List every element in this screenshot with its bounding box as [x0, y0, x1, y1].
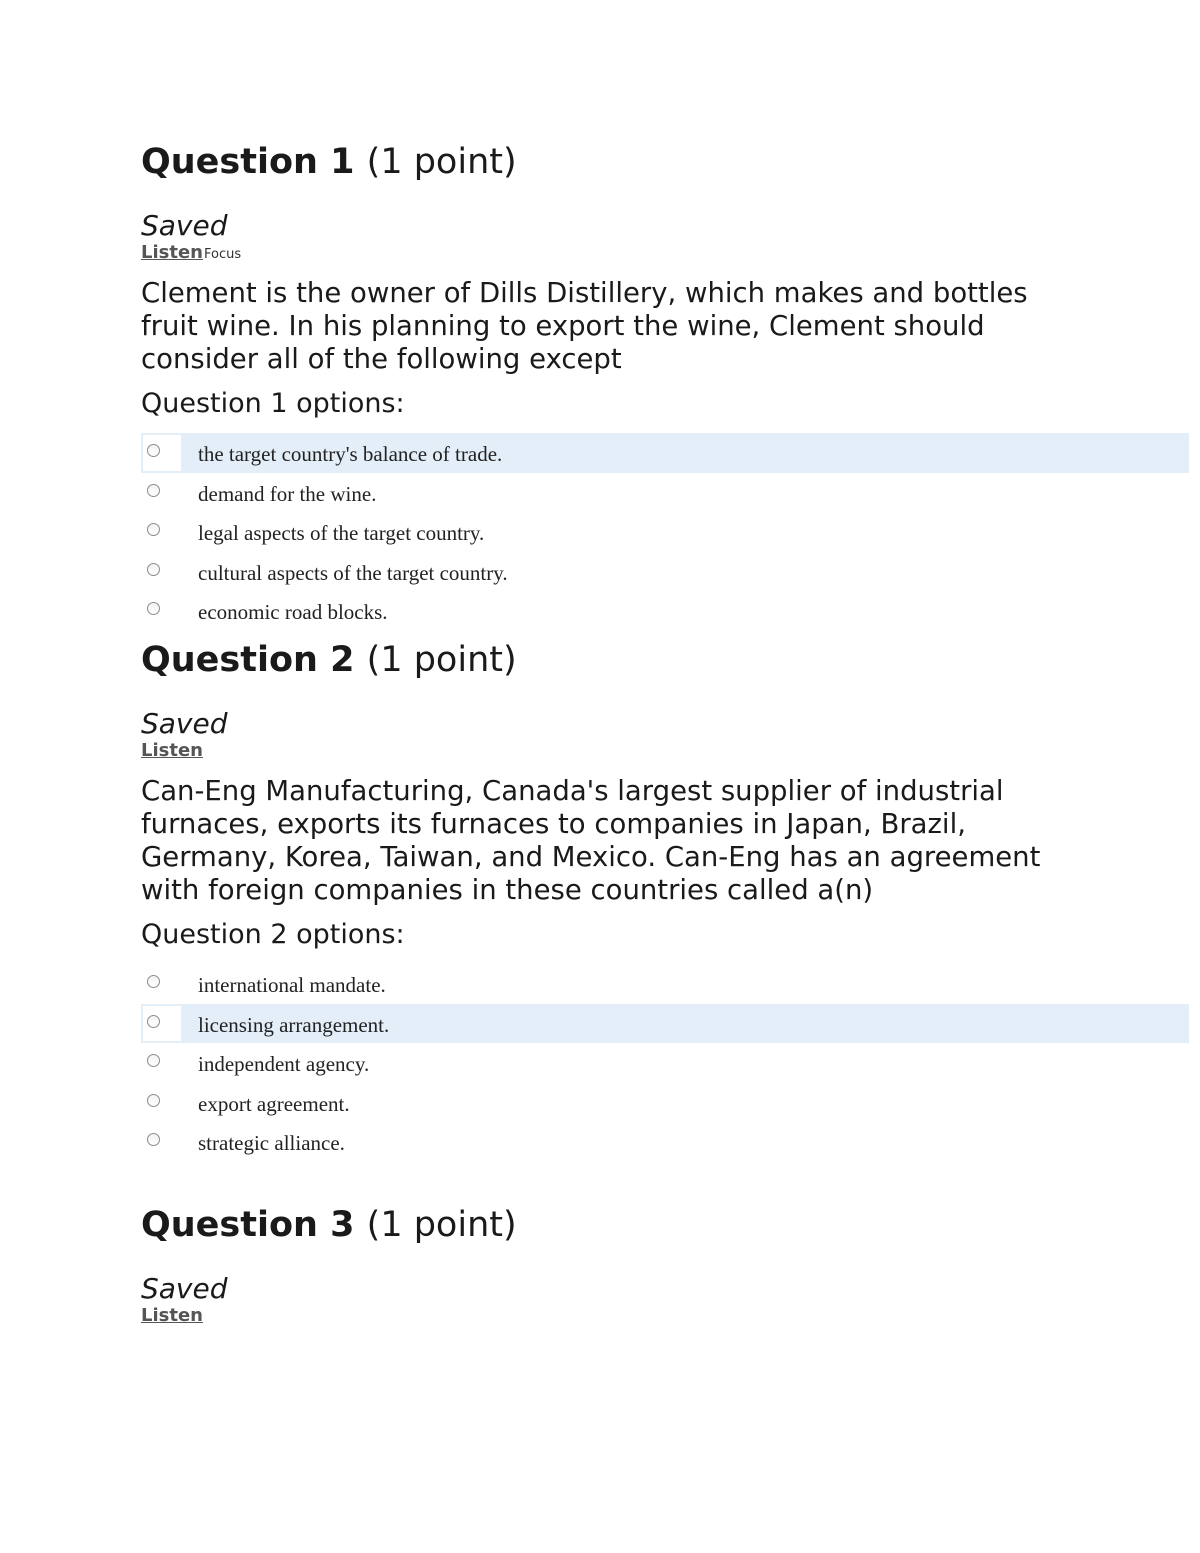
question-1-heading	[141, 142, 1200, 182]
option-label: independent agency.	[198, 1052, 370, 1076]
question-1-option-2[interactable]	[141, 473, 1189, 513]
radio-button[interactable]	[147, 975, 160, 988]
question-2-heading	[141, 640, 1200, 680]
question-3-heading	[141, 1205, 1200, 1245]
option-label: cultural aspects of the target country.	[198, 560, 508, 585]
question-3-listen-link[interactable]: Listen	[141, 1305, 203, 1326]
option-label: export agreement.	[198, 1091, 350, 1116]
radio-button[interactable]	[147, 484, 160, 497]
question-1-option-5[interactable]	[141, 591, 1189, 631]
question-1-text: Clement is the owner of Dills Distillery, which makes and bottles fruit wine. In his planning to export the wine, Clement should consider all of the following except	[141, 277, 1028, 375]
question-2-saved-status: Saved	[141, 707, 228, 740]
option-label: the target country's balance of trade.	[198, 442, 503, 466]
question-1-focus-label: Focus	[203, 247, 242, 262]
radio-button[interactable]	[147, 602, 160, 615]
option-label: economic road blocks.	[198, 600, 388, 624]
radio-button[interactable]	[147, 563, 160, 576]
question-3-listen-row	[141, 1305, 1200, 1327]
question-1-options	[141, 433, 1200, 631]
question-2-options	[141, 964, 1200, 1162]
question-3	[141, 1205, 1200, 1327]
question-2-text: Can-Eng Manufacturing, Canada's largest supplier of industrial furnaces, exports its furnaces to companies in Japan, Brazil, Germany, Korea, Taiwan, and Mexico. Can-Eng has an agreement with foreign companies in these countries called a(n)	[141, 775, 1041, 906]
question-2-title: Question 2	[141, 640, 355, 680]
radio-button[interactable]	[147, 1133, 160, 1146]
question-1-option-3[interactable]	[141, 512, 1189, 552]
question-1-listen-row	[141, 242, 1200, 264]
question-2-option-2[interactable]	[141, 1004, 1189, 1044]
option-label: legal aspects of the target country.	[198, 521, 485, 545]
option-label: international mandate.	[198, 973, 386, 997]
question-3-points: (1 point)	[366, 1205, 517, 1245]
question-3-title: Question 3	[141, 1205, 355, 1245]
question-1-option-4[interactable]	[141, 552, 1189, 592]
question-2-points: (1 point)	[366, 640, 517, 680]
question-2-listen-link[interactable]: Listen	[141, 740, 203, 761]
question-1-title: Question 1	[141, 142, 355, 182]
radio-button[interactable]	[147, 523, 160, 536]
question-1-saved-status: Saved	[141, 209, 228, 242]
radio-button[interactable]	[147, 1015, 160, 1028]
question-1-options-label: Question 1 options:	[141, 388, 405, 419]
option-label: licensing arrangement.	[198, 1012, 390, 1037]
radio-button[interactable]	[147, 444, 160, 457]
question-2-listen-row	[141, 740, 1200, 762]
question-1-points: (1 point)	[366, 142, 517, 182]
radio-button[interactable]	[147, 1054, 160, 1067]
question-2	[141, 640, 1200, 1162]
question-2-option-3[interactable]	[141, 1043, 1189, 1083]
question-1-listen-link[interactable]: Listen	[141, 242, 203, 263]
option-label: demand for the wine.	[198, 481, 377, 506]
question-2-option-4[interactable]	[141, 1083, 1189, 1123]
question-2-options-label: Question 2 options:	[141, 919, 405, 950]
question-2-option-5[interactable]	[141, 1122, 1189, 1162]
question-2-option-1[interactable]	[141, 964, 1189, 1004]
question-1-option-1[interactable]	[141, 433, 1189, 473]
radio-button[interactable]	[147, 1094, 160, 1107]
question-1	[141, 142, 1200, 631]
question-3-saved-status: Saved	[141, 1272, 228, 1305]
option-label: strategic alliance.	[198, 1131, 345, 1155]
